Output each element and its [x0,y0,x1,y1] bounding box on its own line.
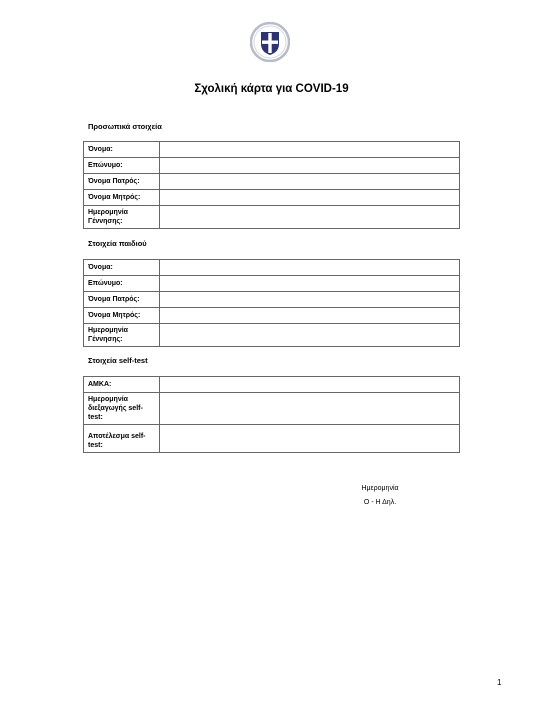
mother-name-field[interactable] [160,190,460,206]
child-first-name-field[interactable] [160,260,460,276]
first-name-field[interactable] [160,142,460,158]
child-birth-date-field[interactable] [160,324,460,347]
date-label: Ημερομηνία [361,485,399,492]
table-row [84,276,460,292]
greek-state-emblem-icon [250,22,290,62]
declarant-label: Ο - Η Δηλ. [363,499,397,506]
child-section-heading: Στοιχεία παιδιού [88,239,147,248]
test-date-label: Ημερομηνία διεξαγωγής self-test: [84,393,160,425]
child-mother-name-label: Όνομα Μητρός: [84,308,160,324]
child-father-name-field[interactable] [160,292,460,308]
table-row [84,174,460,190]
table-row [84,393,460,425]
father-name-label: Όνομα Πατρός: [84,174,160,190]
table-row [84,324,460,347]
father-name-field[interactable] [160,174,460,190]
child-father-name-label: Όνομα Πατρός: [84,292,160,308]
child-last-name-label: Επώνυμο: [84,276,160,292]
child-birth-date-label: Ημερομηνία Γέννησης: [84,324,160,347]
selftest-details-table [83,376,460,453]
table-row [84,206,460,229]
table-row [84,425,460,453]
table-row [84,377,460,393]
table-row [84,260,460,276]
page-number: 1 [497,678,502,687]
first-name-label: Όνομα: [84,142,160,158]
personal-details-table [83,141,460,229]
selftest-section-heading: Στοιχεία self-test [88,356,148,365]
test-date-field[interactable] [160,393,460,425]
child-last-name-field[interactable] [160,276,460,292]
document-title: Σχολική κάρτα για COVID-19 [194,83,349,95]
birth-date-label: Ημερομηνία Γέννησης: [84,206,160,229]
child-first-name-label: Όνομα: [84,260,160,276]
personal-section-heading: Προσωπικά στοιχεία [88,122,162,131]
last-name-field[interactable] [160,158,460,174]
test-result-field[interactable] [160,425,460,453]
child-mother-name-field[interactable] [160,308,460,324]
table-row [84,308,460,324]
table-row [84,190,460,206]
table-row [84,292,460,308]
mother-name-label: Όνομα Μητρός: [84,190,160,206]
last-name-label: Επώνυμο: [84,158,160,174]
test-result-label: Αποτέλεσμα self-test: [84,425,160,453]
child-details-table [83,259,460,347]
amka-label: ΑΜΚΑ: [84,377,160,393]
table-row [84,158,460,174]
birth-date-field[interactable] [160,206,460,229]
amka-field[interactable] [160,377,460,393]
table-row [84,142,460,158]
